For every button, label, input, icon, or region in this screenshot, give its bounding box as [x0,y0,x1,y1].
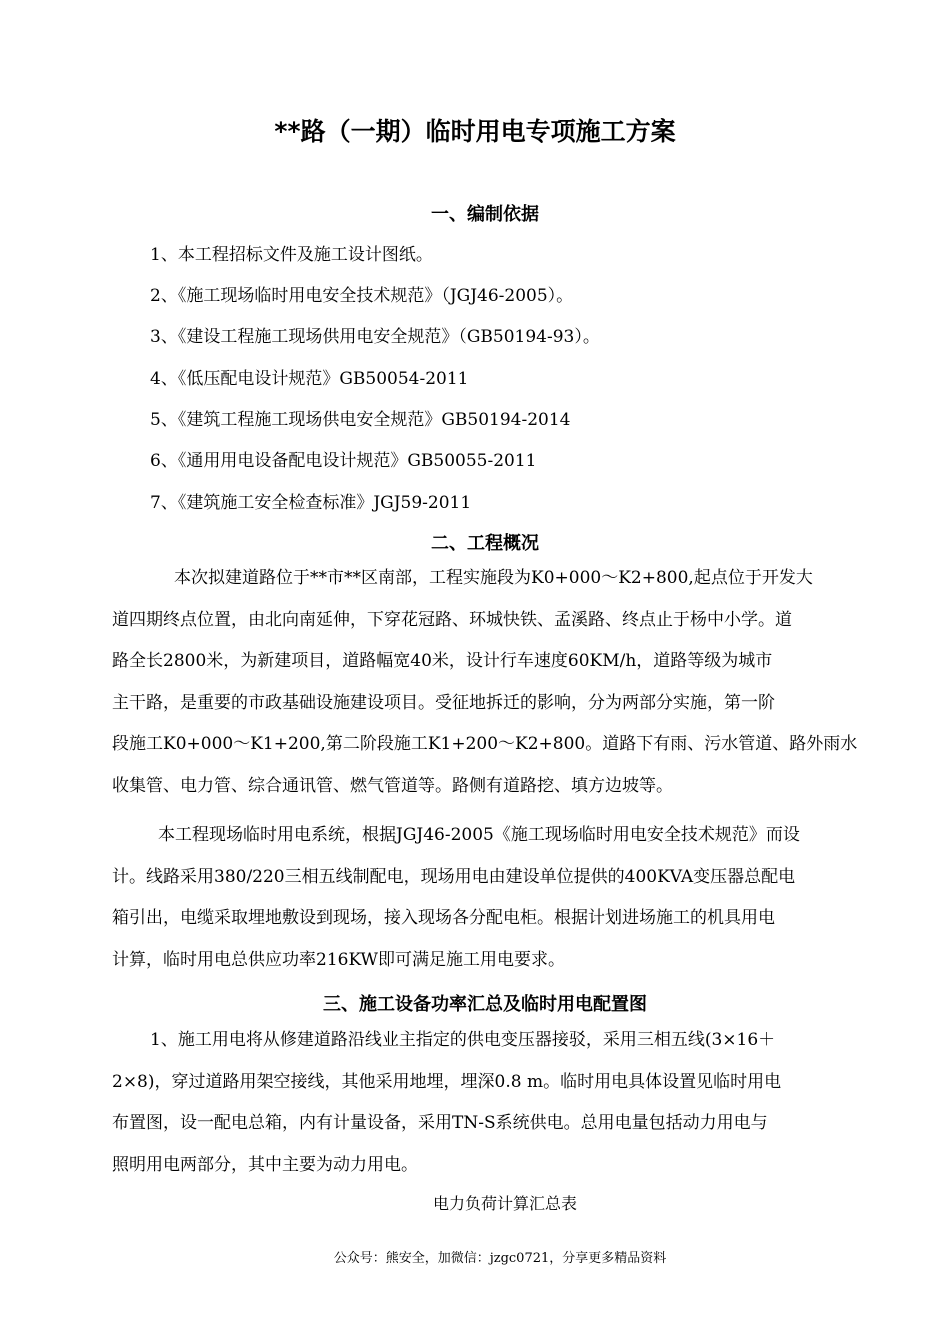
paragraph-line: 收集管、电力管、综合通讯管、燃气管道等。路侧有道路挖、填方边坡等。 [112,775,673,796]
document-title: **路（一期）临时用电专项施工方案 [274,117,676,146]
paragraph-line: 本次拟建道路位于**市**区南部，工程实施段为K0+000～K2+800,起点位于开发大 [174,568,813,588]
paragraph-line: 段施工K0+000～K1+200,第二阶段施工K1+200～K2+800。道路下有雨、污水管道、路外雨水 [112,734,858,754]
paragraph-line: 主干路，是重要的市政基础设施建设项目。受征地拆迁的影响，分为两部分实施，第一阶 [112,692,775,713]
section-heading-basis: 一、编制依据 [431,204,539,225]
paragraph-line: 道四期终点位置，由北向南延伸，下穿花冠路、环城快铁、孟溪路、终点止于杨中小学。道 [112,609,792,630]
paragraph-line: 1、施工用电将从修建道路沿线业主指定的供电变压器接驳，采用三相五线(3×16＋ [150,1030,776,1050]
reference-item: 2、《施工现场临时用电安全技术规范》（JGJ46-2005）。 [150,286,574,306]
reference-item: 7、《建筑施工安全检查标准》JGJ59-2011 [150,493,472,513]
overview-paragraph [112,558,862,807]
reference-item: 4、《低压配电设计规范》GB50054-2011 [150,369,469,389]
paragraph-line: 路全长2800米，为新建项目，道路幅宽40米，设计行车速度60KM/h，道路等级为城市 [112,651,773,671]
paragraph-line: 计。线路采用380/220三相五线制配电，现场用电由建设单位提供的400KVA变压器总配电 [112,866,796,887]
reference-item: 1、本工程招标文件及施工设计图纸。 [150,245,433,265]
paragraph-line: 箱引出，电缆采取埋地敷设到现场，接入现场各分配电柜。根据计划进场施工的机具用电 [112,908,775,928]
footer-note: 公众号：熊安全，加微信：jzgc0721，分享更多精品资料 [333,1251,667,1266]
paragraph-line: 布置图，设一配电总箱，内有计量设备，采用TN-S系统供电。总用电量包括动力用电与 [112,1113,768,1133]
paragraph-line: 照明用电两部分，其中主要为动力用电。 [112,1154,418,1175]
reference-item: 6、《通用用电设备配电设计规范》GB50055-2011 [150,451,537,471]
section-heading-overview: 二、工程概况 [431,533,539,554]
paragraph-line: 2×8)，穿过道路用架空接线，其他采用地埋，埋深0.8 m。临时用电具体设置见临时用电 [112,1071,782,1092]
reference-item: 3、《建设工程施工现场供用电安全规范》（GB50194-93）。 [150,327,600,347]
power-system-paragraph [112,815,862,981]
supply-paragraph [112,1020,862,1186]
reference-item: 5、《建筑工程施工现场供电安全规范》GB50194-2014 [150,410,571,430]
table-caption: 电力负荷计算汇总表 [432,1194,577,1213]
paragraph-line: 计算，临时用电总供应功率216KW即可满足施工用电要求。 [112,949,566,970]
section-heading-equipment: 三、施工设备功率汇总及临时用电配置图 [323,994,647,1015]
paragraph-line: 本工程现场临时用电系统，根据JGJ46-2005《施工现场临时用电安全技术规范》而设 [158,825,800,845]
